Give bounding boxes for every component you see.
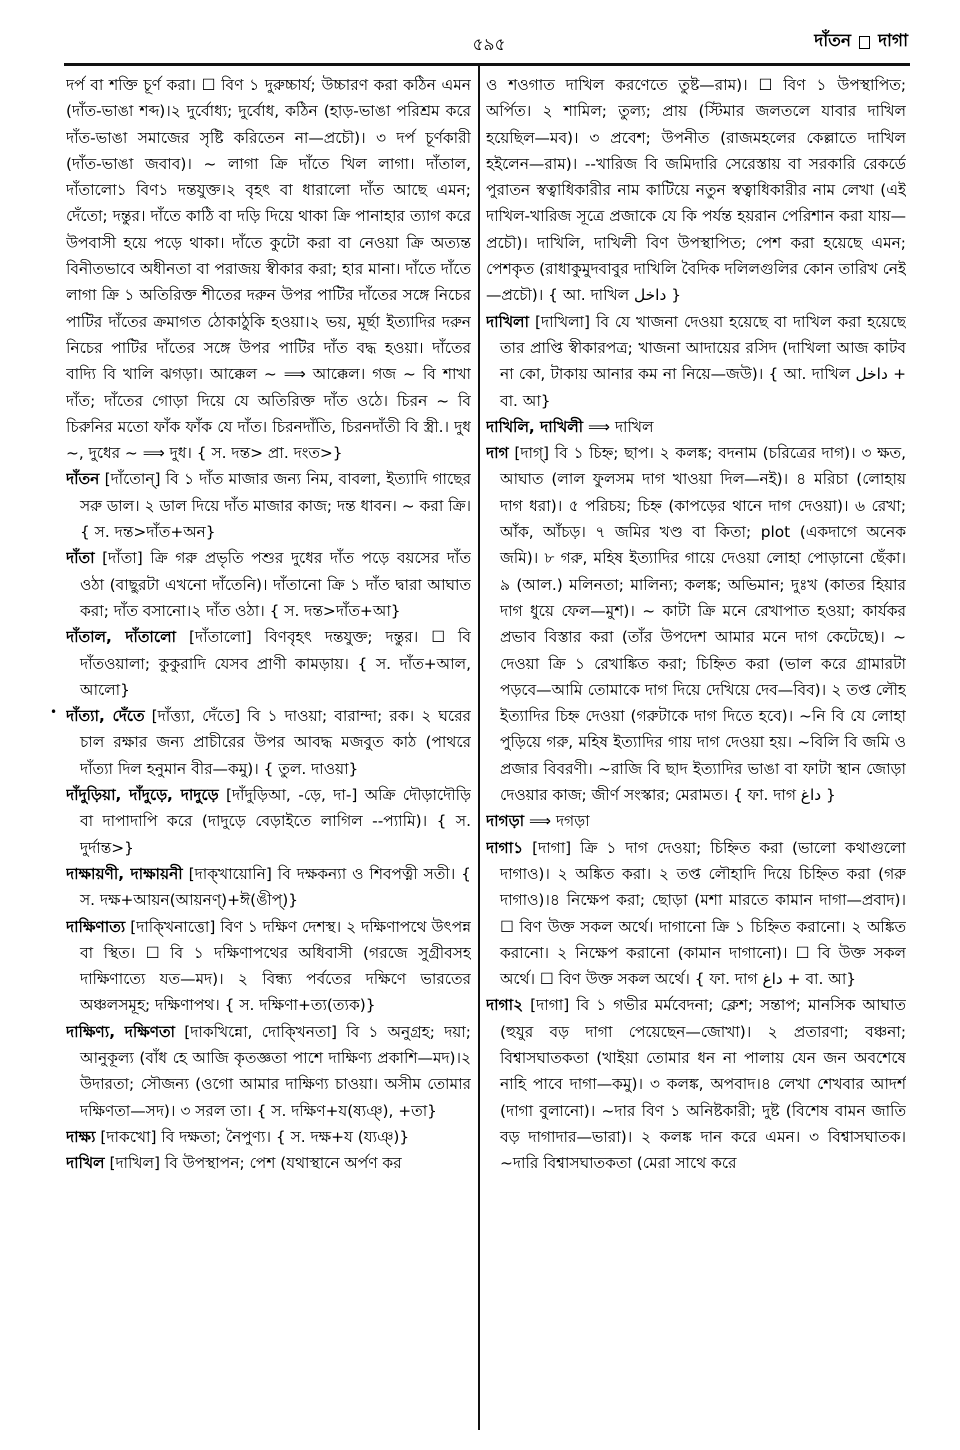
entry-headword: দাঁতাল, দাঁতালো: [66, 628, 177, 647]
entry-headword: দাক্ষিণ্য, দক্ষিণতা: [66, 1022, 176, 1041]
entry-headword: দাগা১: [486, 838, 524, 857]
dictionary-entry: [66, 1019, 471, 1124]
entry-text: [দাঁতালো] বিণবৃহৎ দন্তযুক্ত; দন্তুর। ☐ বি দাঁতওয়ালা; কুকুরাদি যেসব প্রাণী কামড়ায়। { স. দাঁত+আল, আলো}: [80, 628, 471, 699]
entry-headword: দাঁদুড়িয়া, দাঁদুড়ে, দাদুড়ে: [66, 786, 219, 805]
entry-text: ⟹ দাখিল: [587, 417, 654, 436]
dictionary-entry: [66, 782, 471, 861]
entry-headword: দাখিলা: [486, 312, 529, 331]
dictionary-entry: [486, 309, 906, 414]
dictionary-entry: [66, 1150, 471, 1176]
entry-headword: দাঁতা: [66, 549, 95, 568]
dictionary-entry: [486, 440, 906, 808]
guide-words: [814, 28, 908, 56]
entry-text: [দাগা] ক্রি ১ দাগ দেওয়া; চিহ্নিত করা (ভালো কথাগুলো দাগাও)। ২ অঙ্কিত করা। ২ তপ্ত লৌহাদি দিয়ে চিহ্নিত করা (গরু দাগাও)।৪ নিক্ষেপ করা; ছোড়া (মশা মারতে কামান দাগা—প্রবাদ)। ☐ বিণ উক্ত সকল অর্থে। দাগানো ক্রি ১ চিহ্নিত করানো। ২ অঙ্কিত করানো। ২ নিক্ষেপ করানো (কামান দাগানো)। ☐ বি উক্ত সকল অর্থে। ☐ বিণ উক্ত সকল অর্থে। { ফা. দাগ داغ + বা. আ}: [500, 838, 906, 989]
entry-text: দর্প বা শক্তি চূর্ণ করা। ☐ বিণ ১ দুরুচ্চার্য; উচ্চারণ করা কঠিন এমন (দাঁত-ভাঙা শব্দ)।২ দুর্বোধ্য; দুর্বোধ, কঠিন (হাড়-ভাঙা পরিশ্রম করে দাঁত-ভাঙা সমাজের সৃষ্টি করিতেন না—প্রচৌ)। ৩ দর্প চূর্ণকারী (দাঁত-ভাঙা জবাব)। ~ লাগা ক্রি দাঁতে খিল লাগা। দাঁতাল, দাঁতালো১ বিণ১ দন্তযুক্ত।২ বৃহৎ বা ধারালো দাঁত আছে এমন; দেঁতো; দন্তুর। দাঁতে কাঠি বা দড়ি দিয়ে থাকা ক্রি পানাহার ত্যাগ করে উপবাসী হয়ে পড়ে থাকা। দাঁতে কুটো করা বা নেওয়া ক্রি অত্যন্ত বিনীতভাবে অধীনতা বা পরাজয় স্বীকার করা; হার মানা। দাঁতে দাঁতে লাগা ক্রি ১ অতিরিক্ত শীতের দরুন উপর পাটির দাঁতের সঙ্গে নিচের পাটির দাঁতের ক্রমাগত ঠোকাঠুকি হওয়া।২ ভয়, মূর্ছা ইত্যাদির দরুন নিচের পাটির দাঁতের সঙ্গে উপর পাটির দাঁত বদ্ধ হওয়া। দাঁতের বাদ্যি বি খালি ঝগড়া। আক্কেল ~ ⟹ আক্কেল। গজ ~ বি শাখা দাঁত; দাঁতের গোড়া দিয়ে যে অতিরিক্ত দাঁত ওঠে। চিরন ~ বি চিরুনির মতো ফাঁক ফাঁক যে দাঁত। চিরনদাঁতি, চিরনদাঁতী বি স্ত্রী.। দুধ ~, দুধের ~ ⟹ দুধ। { স. দন্ত> প্রা. দংত>}: [66, 76, 471, 463]
dictionary-entry: [486, 835, 906, 993]
entry-headword: দাগড়া: [486, 812, 525, 831]
dictionary-entry: [66, 624, 471, 703]
entry-text: ⟹ দগড়া: [529, 812, 590, 831]
dictionary-entry: [66, 703, 471, 782]
guide-separator-box-icon: [859, 36, 870, 49]
left-column: [66, 72, 471, 1440]
entry-text: [দাঁত্ত্যা, দেঁতে] বি ১ দাওয়া; বারান্দা; রক। ২ ঘরের চাল রক্ষার জন্য প্রাচীরের উপর আবদ্ধ মজবুত কাঠ (পাথরে দাঁত্যা দিল হনুমান বীর—কমু)। { তুল. দাওয়া}: [80, 707, 471, 778]
entry-text: [দাকখিন্নো, দোক্খিনতা] বি ১ অনুগ্রহ; দয়া; আনুকূল্য (বাঁধ হে আজি কৃতজ্ঞতা পাশে দাক্ষিণ্য প্রকাশি—মদ)।২ উদারতা; সৌজন্য (ওগো আমার দাক্ষিণ্য চাওয়া। অসীম তোমার দক্ষিণতা—সদ)। ৩ সরল তা। { স. দক্ষিণ+য(ষ্যঞ্), +তা}: [80, 1022, 471, 1120]
entry-headword: দাখিলি, দাখিলী: [486, 417, 584, 436]
dictionary-entry: [486, 808, 906, 834]
entry-headword: দাগ: [486, 444, 509, 463]
entry-headword: দাঁতন: [66, 470, 100, 489]
guide-word-last: দাগা: [878, 31, 908, 51]
header-rule: [64, 63, 910, 66]
entry-text: [দাক্খায়োনি] বি দক্ষকন্যা ও শিবপত্নী সতী। { স. দক্ষ+আয়ন(আয়নণ্)+ঈ(ঙীপ্)}: [80, 864, 471, 910]
dictionary-entry: [66, 545, 471, 624]
column-divider: [478, 66, 480, 1430]
entry-headword: দাক্ষিণাত্য: [66, 917, 126, 936]
entry-text: [দাক্খিনাত্তো] বিণ ১ দক্ষিণ দেশস্থ। ২ দক্ষিণাপথে উৎপন্ন বা স্থিত। ☐ বি ১ দক্ষিণাপথের অধিবাসী (গরজে সুগ্রীবসহ দাক্ষিণাত্যে যত—মদ)। ২ বিন্ধ্য পর্বতের দক্ষিণে ভারতের অঞ্চলসমূহ; দক্ষিণাপথ। { স. দক্ষিণা+ত্য(ত্যক)}: [80, 917, 471, 1015]
entry-text: [দাখিল] বি উপস্থাপন; পেশ (যথাস্থানে অর্পণ কর: [109, 1154, 402, 1173]
dictionary-entry: [486, 72, 906, 309]
dictionary-entry: [486, 414, 906, 440]
dictionary-entry: [66, 72, 471, 466]
entry-text: ও শওগাত দাখিল করণেতে তুষ্ট—রাম)। ☐ বিণ ১ উপস্থাপিত; অর্পিত। ২ শামিল; তুল্য; প্রায় (স্টিমার জলতলে যাবার দাখিল হয়েছিল—মব)। ৩ প্রবেশ; উপনীত (রাজমহলের কেল্লাতে দাখিল হইলেন—রাম)। --খারিজ বি জমিদারি সেরেস্তায় বা সরকারি রেকর্ডে পুরাতন স্বত্বাধিকারীর নাম কাটিয়ে নতুন স্বত্বাধিকারীর নাম লেখা (এই দাখিল-খারিজ সূত্রে প্রজাকে যে কি পর্যন্ত হয়রান পেরিশান করা যায়—প্রচৌ)। দাখিলি, দাখিলী বিণ উপস্থাপিত; পেশ করা হয়েছে এমন; পেশকৃত (রাধাকুমুদবাবুর দাখিলি বৈদিক দলিলগুলির কোন তারিখ নেই—প্রচৌ)। { আ. দাখিল داخل }: [486, 76, 906, 305]
guide-word-first: দাঁতন: [814, 31, 852, 51]
entry-text: [দাকখো] বি দক্ষতা; নৈপুণ্য। { স. দক্ষ+য (য্যঞ্)}: [100, 1127, 410, 1146]
entry-text: [দাগা] বি ১ গভীর মর্মবেদনা; ক্লেশ; সন্তাপ; মানসিক আঘাত (হুযুর বড় দাগা পেয়েছেন—জোখা)। ২ প্রতারণা; বঞ্চনা; বিশ্বাসঘাতকতা (খাইয়া তোমার ধন না পালায় যেন জন অবশেষে নাহি পাবে দাগা—কমু)। ৩ কলঙ্ক, অপবাদ।৪ লেখা শেখবার আদর্শ (দাগা বুলানো)। ~দার বিণ ১ অনিষ্টকারী; দুষ্ট (বিশেষ বামন জাতি বড় দাগাদার—ভারা)। ২ কলঙ্ক দান করে এমন। ৩ বিশ্বাসঘাতক। ~দারি বিশ্বাসঘাতকতা (মেরা সাথে করে: [500, 996, 906, 1173]
entry-text: [দাঁতা] ক্রি গরু প্রভৃতি পশুর দুধের দাঁত পড়ে বয়সের দাঁত ওঠা (বাছুরটা এখনো দাঁতেনি)। দাঁতানো ক্রি ১ দাঁত দ্বারা আঘাত করা; দাঁত বসানো।২ দাঁত ওঠা। { স. দন্ত>দাঁত+আ}: [80, 549, 471, 620]
right-column: [486, 72, 906, 1440]
entry-headword: দাঁত্যা, দেঁতে: [66, 707, 145, 726]
dictionary-entry: [66, 914, 471, 1019]
entry-headword: দাক্ষ্য: [66, 1127, 96, 1146]
dictionary-entry: [66, 466, 471, 545]
page-number: ৫৯৫: [472, 35, 506, 55]
entry-text: [দাগ্] বি ১ চিহ্ন; ছাপ। ২ কলঙ্ক; বদনাম (চরিত্রের দাগ)। ৩ ক্ষত, আঘাত (লাল ফুলসম দাগ খাওয়া দিল—নই)। ৪ মরিচা (লোহায় দাগ ধরা)। ৫ পরিচয়; চিহ্ন (কাপড়ের থানে দাগ দেওয়া)। ৬ রেখা; আঁক, আঁচড়। ৭ জমির খণ্ড বা কিতা; plot (একদাগে অনেক জমি)। ৮ গরু, মহিষ ইত্যাদির গায়ে দেওয়া লোহা পোড়ানো ছেঁকা। ৯ (আল.) মলিনতা; মালিন্য; কলঙ্ক; অভিমান; দুঃখ (কাতর হিয়ার দাগ ধুয়ে ফেল—মুশ)। ~ কাটা ক্রি মনে রেখাপাত হওয়া; কার্যকর প্রভাব বিস্তার করা (তাঁর উপদেশ আমার মনে দাগ কেটেছে)। ~ দেওয়া ক্রি ১ রেখাঙ্কিত করা; চিহ্নিত করা (ভাল করে গ্রামারটা পড়বে—আমি তোমাকে দাগ দিয়ে দেখিয়ে দেব—বিব)। ২ তপ্ত লৌহ ইত্যাদির চিহ্ন দেওয়া (গরুটাকে দাগ দিতে হবে)। ~নি বি যে লোহা পুড়িয়ে গরু, মহিষ ইত্যাদির গায় দাগ দেওয়া হয়। ~বিলি বি জমি ও প্রজার বিবরণী। ~রাজি বি ছাদ ইত্যাদির ভাঙা বা ফাটা স্থান জোড়া দেওয়ার কাজ; জীর্ণ সংস্কার; মেরামত। { ফা. দাগ داغ }: [500, 444, 906, 805]
dictionary-entry: [486, 992, 906, 1176]
entry-text: [দাঁতোন্] বি ১ দাঁত মাজার জন্য নিম, বাবলা, ইত্যাদি গাছের সরু ডাল। ২ ডাল দিয়ে দাঁত মাজার কাজ; দন্ত ধাবন। ~ করা ক্রি। { স. দন্ত>দাঁত+অন}: [80, 470, 471, 542]
entry-headword: দাখিল: [66, 1154, 105, 1173]
entry-headword: দাগা২: [486, 996, 524, 1015]
dictionary-entry: [66, 1124, 471, 1150]
entry-text: [দাখিলা] বি যে খাজনা দেওয়া হয়েছে বা দাখিল করা হয়েছে তার প্রাপ্তি স্বীকারপত্র; খাজনা আদায়ের রসিদ (দাখিলা আজ কাটব না কো, টাকায় আনার কম না নিয়ে—জউ)। { আ. দাখিল داخل + বা. আ}: [500, 312, 906, 410]
entry-headword: দাক্ষায়ণী, দাক্ষায়নী: [66, 864, 183, 883]
dictionary-entry: [66, 861, 471, 914]
page-header: [64, 26, 912, 60]
entry-text: [দাঁদুড়িআ, -ড়ে, দা-] অক্রি দৌড়াদৌড়ি বা দাপাদাপি করে (দাদুড়ে বেড়াইতে লাগিল --প্যামি)। { স. দুর্দান্ত>}: [80, 786, 471, 857]
margin-bullet-icon: •: [50, 705, 58, 719]
